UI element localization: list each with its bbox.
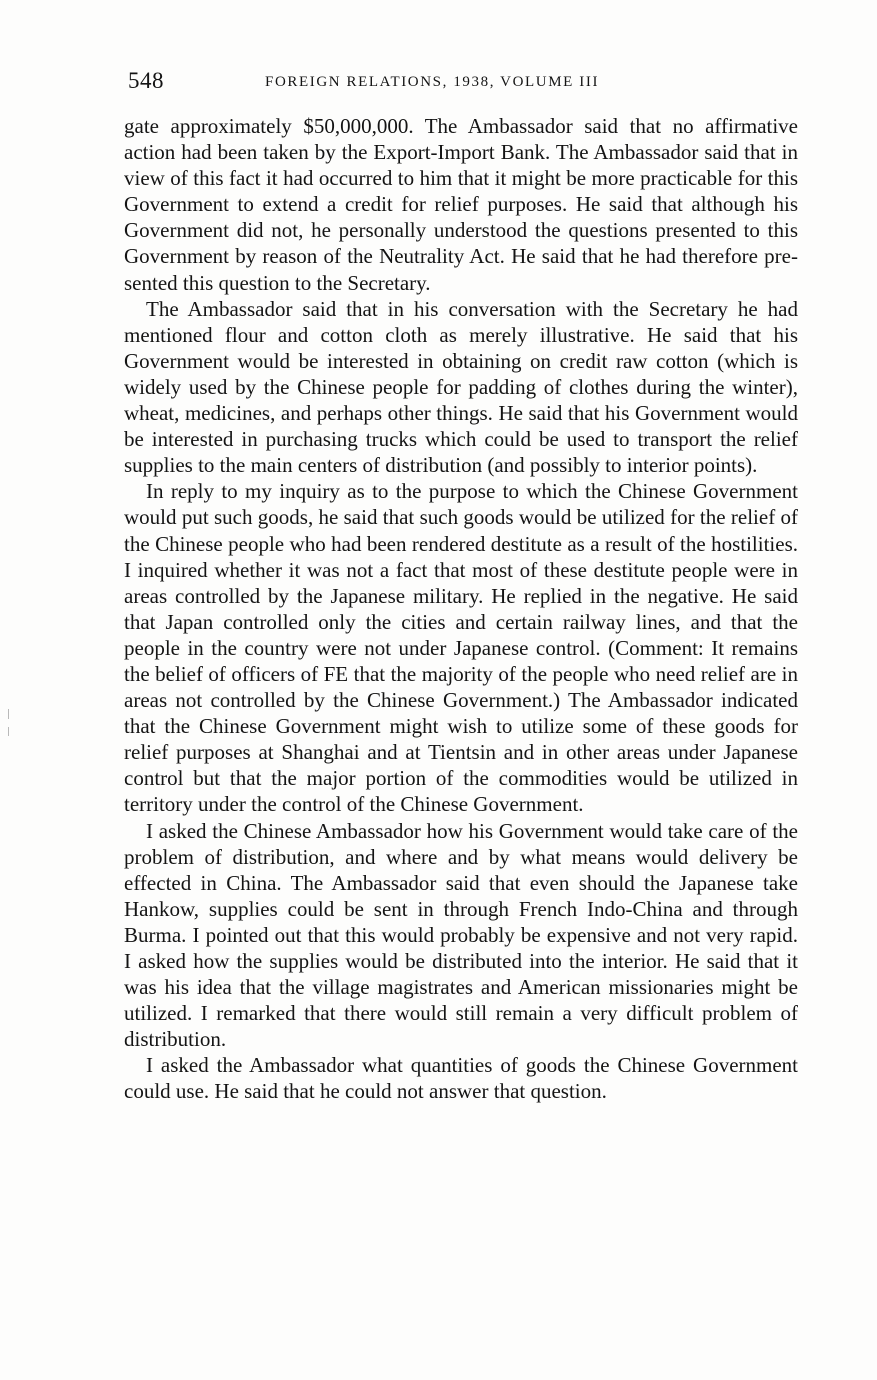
paragraph: I asked the Ambassador what quantities of goods the Chinese Government could use. He said that he could not answer that question. [124,1053,798,1104]
margin-mark [8,727,9,736]
paragraph: In reply to my inquiry as to the purpose to which the Chinese Government would put such goods, he said that such goods would be utilized for the relief of the Chinese people who had been rendered destitute as a result of the hostilities. I inquired whether it was not a fact that most of these destitute people were in areas controlled by the Japanese military. He replied in the negative. He said that Japan controlled only the cities and certain railway lines, and that the people in the country were not under Japanese control. (Comment: It remains the belief of officers of FE that the majority of the people who need relief are in areas not controlled by the Chinese Government.) The Ambassador indicated that the Chinese Government might wish to utilize some of these goods for relief purposes at Shanghai and at Tientsin and in other areas under Japanese control but that the major portion of the commodities would be utilized in territory under the control of the Chinese Government. [124,479,798,817]
body-text [124,113,798,1105]
margin-mark [8,709,9,719]
running-head [124,68,796,102]
page-number: 548 [128,68,164,93]
paragraph: I asked the Chinese Ambassador how his Government would take care of the problem of distribution, and where and by what means would delivery be effected in China. The Ambassador said that even should the Japanese take Hankow, supplies could be sent in through French Indo-China and through Burma. I pointed out that this would probably be expensive and not very rapid. I asked how the supplies would be distributed into the interior. He said that it was his idea that the village magistrates and American missionaries might be utilized. I remarked that there would still remain a very difficult problem of distribution. [124,818,798,1052]
paragraph-continued: gate approximately $50,000,000. The Ambassador said that no affirmative action had been taken by the Export-Import Bank. The Ambassador said that in view of this fact it had occurred to him that it might be more practicable for this Government to extend a credit for relief purposes. He said that although his Government did not, he personally understood the questions presented to this Government by reason of the Neutrality Act. He said that he had therefore presented this question to the Secretary. [124,114,798,295]
running-title: FOREIGN RELATIONS, 1938, VOLUME III [265,74,600,90]
paragraph: The Ambassador said that in his conversation with the Secretary he had mentioned flour and cotton cloth as merely illustrative. He said that his Government would be interested in obtaining on credit raw cotton (which is widely used by the Chinese people for padding of clothes during the winter), wheat, medicines, and perhaps other things. He said that his Government would be interested in purchasing trucks which could be used to transport the relief supplies to the main centers of distribution (and possibly to interior points). [124,296,798,478]
